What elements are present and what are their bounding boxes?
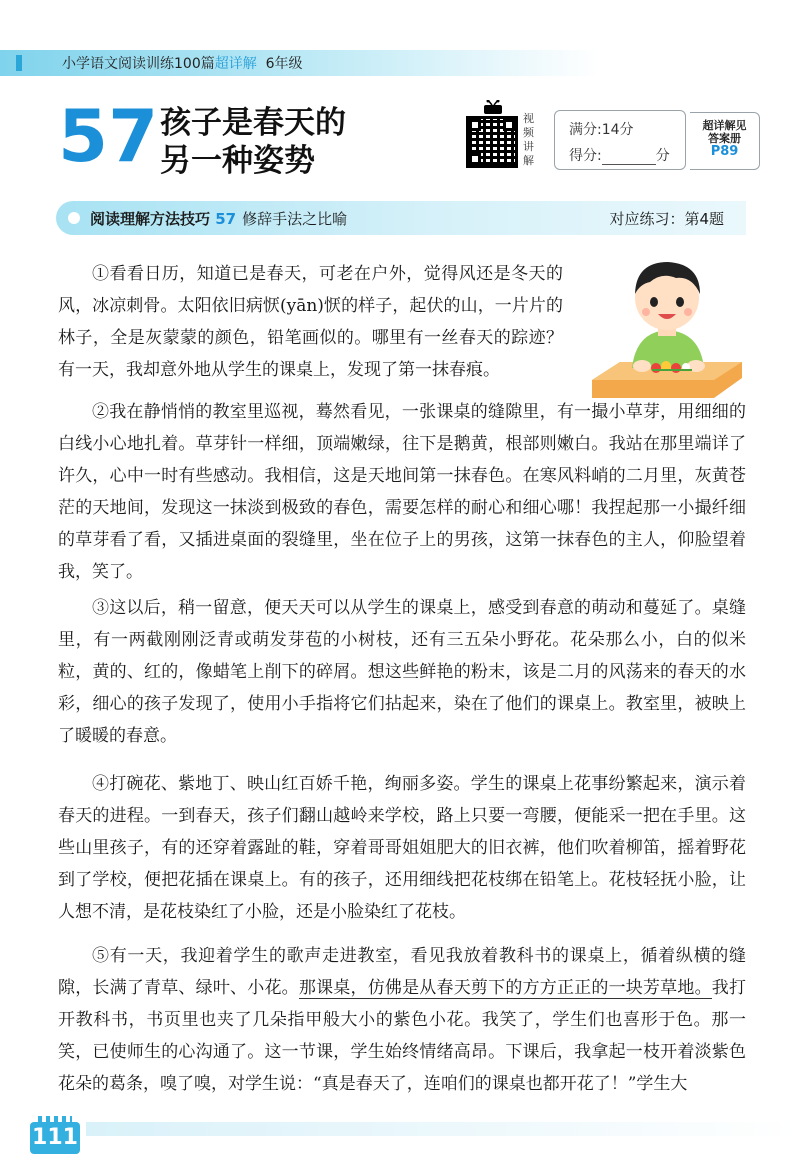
lesson-title-line1: 孩子是春天的 xyxy=(160,105,346,141)
score-blank xyxy=(602,150,656,165)
paragraph-3: ③这以后，稍一留意，便天天可以从学生的课桌上，感受到春意的萌动和蔓延了。桌缝里，有一两截刚刚泛青或萌发芽苞的小树枝，还有三五朵小野花。花朵那么小，白的似米粒，黄的、红的，像蜡笔上削下的碎屑。想这些鲜艳的粉末，该是二月的风荡来的春天的水彩，细心的孩子发现了，使用小手指将它们拈起来，染在了他们的课桌上。教室里，被映上了暖暖的春意。 xyxy=(58,598,746,746)
skill-banner xyxy=(56,201,746,235)
skill-topic: 修辞手法之比喻 xyxy=(242,210,348,228)
paragraph-2: ②我在静悄悄的教室里巡视，蓦然看见，一张课桌的缝隙里，有一撮小草芽，用细细的白线小心地扎着。草芽针一样细，顶端嫩绿，往下是鹅黄，根部则嫩白。我站在那里端详了许久，心中一时有些感动。我相信，这是天地间第一抹春色。在寒风料峭的二月里，灰黄苍茫的天地间，发现这一抹淡到极致的春色，需要怎样的耐心和细心哪！我捏起那一小撮纤细的草芽看了看，又插进桌面的裂缝里，坐在位子上的男孩，这第一抹春色的主人，仰脸望着我，笑了。 xyxy=(58,402,746,582)
score-got xyxy=(569,145,670,165)
paragraph-5-before: ⑤有一天，我迎着学生的歌声走进教室，看见我放着教科书的课桌上，循着纵横的缝隙，长满了青草、绿叶、小花。 xyxy=(58,946,746,998)
answer-ref-page: P89 xyxy=(710,144,739,159)
page-number: 111 xyxy=(30,1122,80,1154)
score-box xyxy=(554,110,686,170)
answer-reference xyxy=(690,112,760,170)
lesson-number: 57 xyxy=(58,94,159,178)
paragraph-4: ④打碗花、紫地丁、映山红百娇千艳，绚丽多姿。学生的课桌上花事纷繁起来，演示着春天的进程。一到春天，孩子们翻山越岭来学校，路上只要一弯腰，便能采一把在手里。这些山里孩子，有的还穿着露趾的鞋，穿着哥哥姐姐肥大的旧衣裤，他们吹着柳笛，摇着野花到了学校，便把花插在课桌上。有的孩子，还用细线把花枝绑在铅笔上。花枝轻抚小脸，让人想不清，是花枝染红了小脸，还是小脸染红了花枝。 xyxy=(58,774,746,922)
qr-code-icon[interactable] xyxy=(466,116,518,168)
boy-at-desk-illustration xyxy=(592,250,742,398)
practice-reference: 对应练习：第4题 xyxy=(609,210,724,228)
paragraph-5 xyxy=(58,940,746,1100)
book-title-highlight: 超详解 xyxy=(214,56,257,72)
skill-number: 57 xyxy=(215,210,237,228)
grade-label: 6年级 xyxy=(265,56,303,72)
underlined-sentence: 那课桌，仿佛是从春天剪下的方方正正的一块芳草地。 xyxy=(298,978,712,998)
answer-ref-line1: 超详解见 xyxy=(702,119,747,132)
skill-title-text: 阅读理解方法技巧 xyxy=(90,210,211,228)
score-unit: 分 xyxy=(655,148,670,164)
score-got-label: 得分: xyxy=(569,148,602,164)
full-score: 满分:14分 xyxy=(569,122,634,138)
paragraph-5-after: 我打开教科书，书页里也夹了几朵指甲般大小的紫色小花。我笑了，学生们也喜形于色。那一笑，已使师生的心沟通了。这一节课，学生始终情绪高昂。下课后，我拿起一枝开着淡紫色花朵的葛条，嗅了嗅，对学生说：“真是春天了，连咱们的课桌也都开花了！”学生大 xyxy=(58,978,747,1094)
header-tick xyxy=(16,55,22,71)
banner-dot xyxy=(68,212,80,224)
answer-ref-line2: 答案册 xyxy=(708,132,741,145)
skill-title xyxy=(90,208,347,229)
paragraph-1: ①看看日历，知道已是春天，可老在户外，觉得风还是冬天的风，冰凉刺骨。太阳依旧病恹(yān)恹的样子，起伏的山，一片片的林子，全是灰蒙蒙的颜色，铅笔画似的。哪里有一丝春天的踪迹？有一天，我却意外地从学生的课桌上，发现了第一抹春痕。 xyxy=(58,264,563,380)
lesson-title xyxy=(160,104,346,180)
book-title xyxy=(62,53,303,73)
footer-strip xyxy=(86,1122,800,1136)
book-title-prefix: 小学语文阅读训练100篇 xyxy=(62,56,215,72)
qr-video-label: 视频讲解 xyxy=(523,112,534,167)
video-tv-icon xyxy=(482,100,504,114)
header-strip xyxy=(0,50,800,76)
lesson-title-line2: 另一种姿势 xyxy=(160,143,315,179)
